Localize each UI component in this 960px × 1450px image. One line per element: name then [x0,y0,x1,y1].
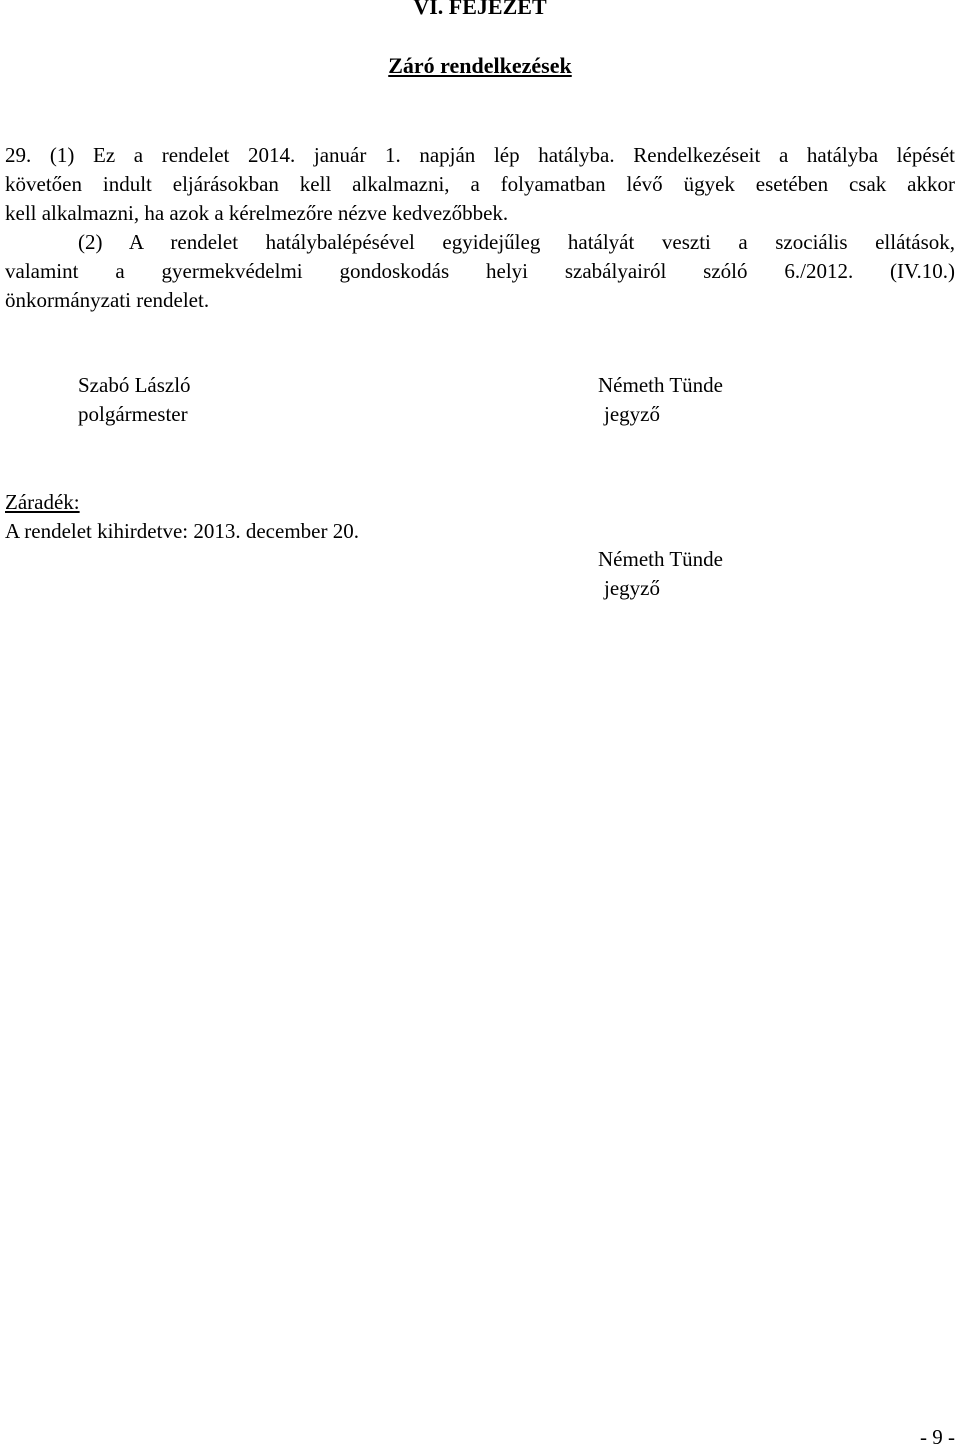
clause-notary-title: jegyző [604,576,660,600]
paragraph-1-line-2: követően indult eljárásokban kell alkalmazni, a folyamatban lévő ügyek esetében csak akkor [5,172,955,196]
paragraph-2-line-2: valamint a gyermekvédelmi gondoskodás helyi szabályairól szóló 6./2012. (IV.10.) [5,259,955,283]
clause-text: A rendelet kihirdetve: 2013. december 20. [5,519,359,543]
section-title: Záró rendelkezések [388,53,572,78]
page-number: - 9 - [920,1425,955,1449]
clause-notary-name: Németh Tünde [598,547,723,571]
notary-name: Németh Tünde [598,373,723,397]
paragraph-2-line-3: önkormányzati rendelet. [5,288,210,312]
clause-heading: Záradék: [5,490,80,514]
mayor-name: Szabó László [78,373,191,397]
notary-title: jegyző [604,402,660,426]
paragraph-1-line-1: 29. (1) Ez a rendelet 2014. január 1. napján lép hatályba. Rendelkezéseit a hatályba lépését [5,143,955,167]
chapter-heading: VI. FEJEZET [413,0,547,19]
paragraph-1-line-3: kell alkalmazni, ha azok a kérelmezőre nézve kedvezőbbek. [5,201,509,225]
mayor-title: polgármester [78,402,188,426]
paragraph-2-line-1: (2) A rendelet hatálybalépésével egyidejűleg hatályát veszti a szociális ellátások, [78,230,955,254]
